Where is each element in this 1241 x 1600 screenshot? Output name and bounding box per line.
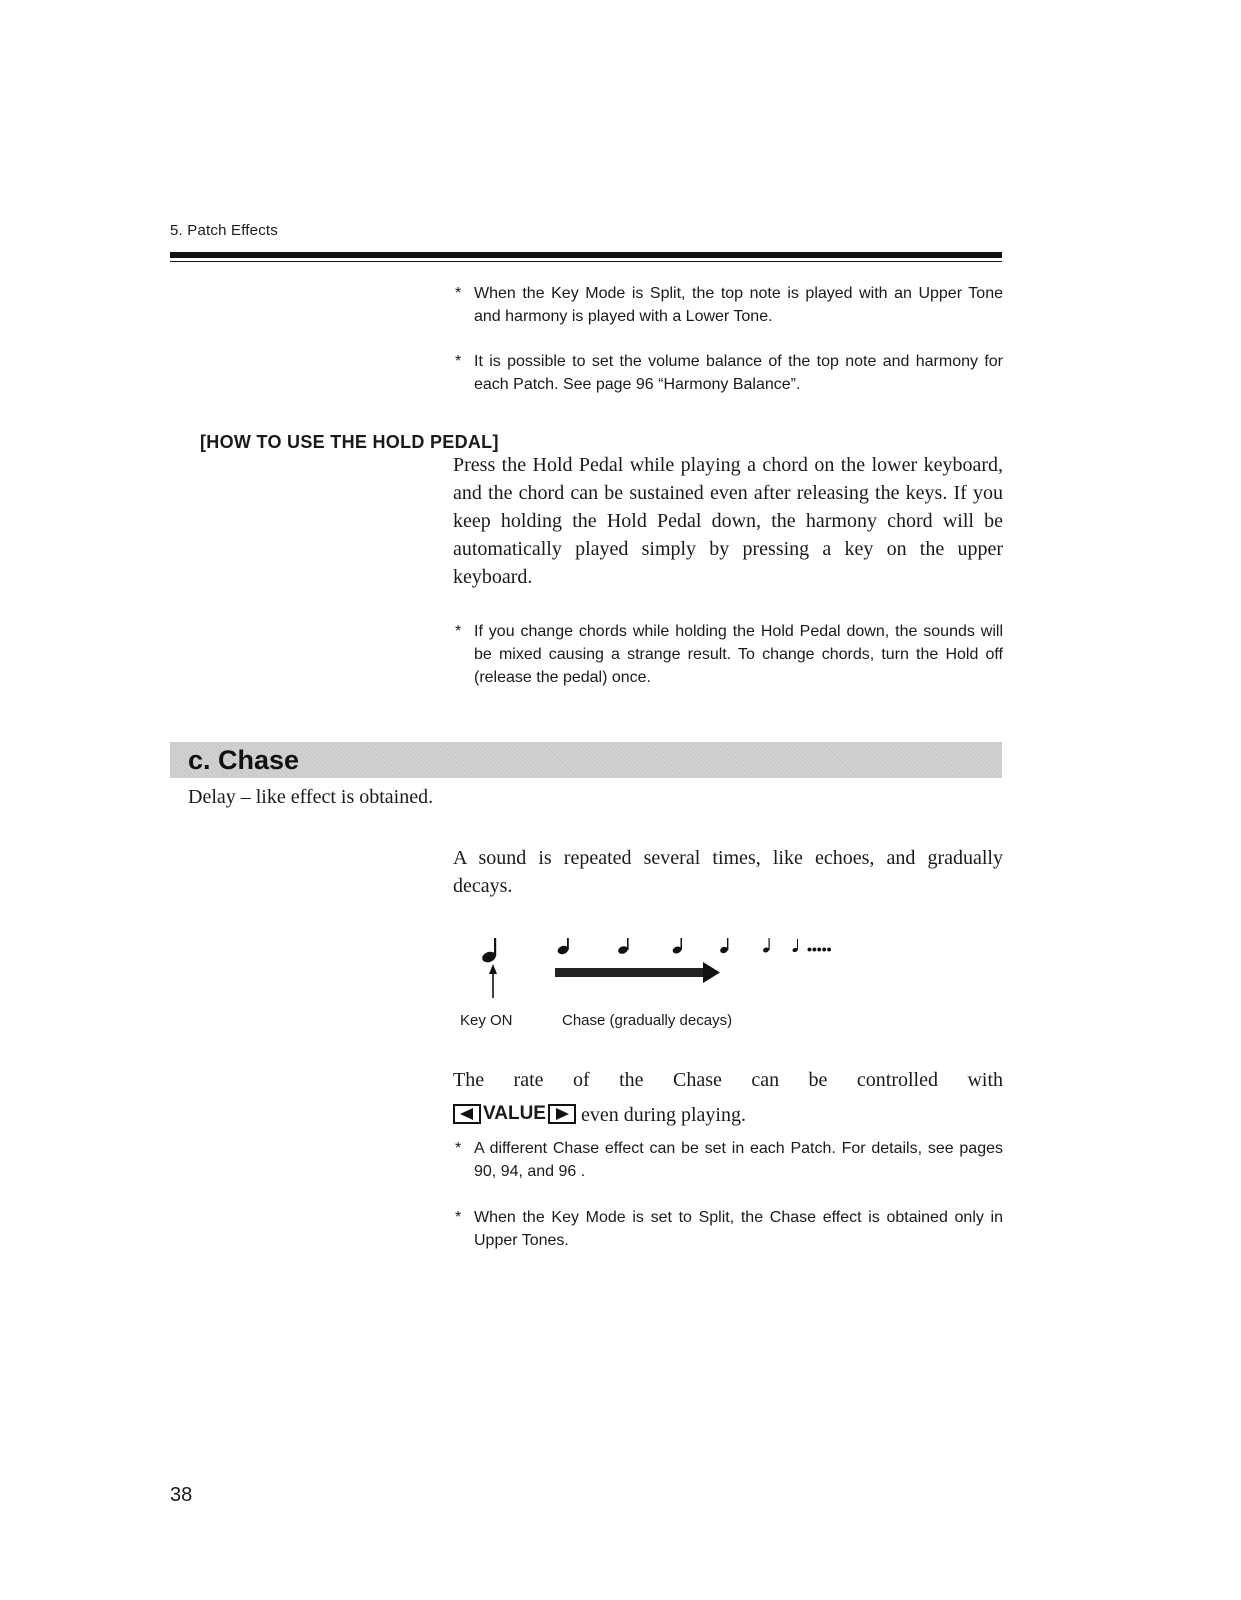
quarter-note-icon	[556, 938, 569, 956]
header-rule-thin	[170, 261, 1002, 262]
chase-section-bar	[170, 742, 1002, 778]
note-text: When the Key Mode is Split, the top note is played with an Upper Tone and harmony is played with a Lower Tone.	[474, 285, 1003, 325]
asterisk: *	[455, 353, 462, 370]
section-label: 5. Patch Effects	[170, 222, 278, 239]
rate-text-after: even during playing.	[580, 1104, 746, 1126]
key-on-label: Key ON	[460, 1012, 513, 1029]
value-line	[453, 1100, 1003, 1129]
note-chase-per-patch	[455, 1137, 1003, 1183]
asterisk: *	[455, 623, 462, 640]
hold-pedal-heading: [HOW TO USE THE HOLD PEDAL]	[200, 432, 499, 452]
asterisk: *	[455, 285, 462, 302]
hold-pedal-body: Press the Hold Pedal while playing a chord on the lower keyboard, and the chord can be sustained even after releasing the keys. If you keep holding the Hold Pedal down, the harmony chord will be automatically played simply by pressing a key on the upper keyboard.	[453, 454, 1003, 588]
value-control	[453, 1100, 576, 1128]
chase-section-title: c. Chase	[188, 745, 300, 775]
quarter-note-icon	[792, 939, 798, 953]
note-key-mode-split	[455, 282, 1003, 328]
rate-text: The rate of the Chase can be controlled with	[453, 1069, 1003, 1091]
chase-intro: Delay – like effect is obtained.	[188, 786, 434, 808]
value-label: VALUE	[483, 1103, 546, 1124]
quarter-note-icon	[672, 938, 683, 955]
quarter-note-icon	[481, 938, 498, 964]
arrow-up-icon	[489, 964, 497, 998]
chase-decay-label: Chase (gradually decays)	[562, 1012, 733, 1029]
asterisk: *	[455, 1140, 462, 1157]
asterisk: *	[455, 1209, 462, 1226]
note-chase-split	[455, 1206, 1003, 1252]
note-volume-balance	[455, 350, 1003, 396]
note-change-chords	[455, 620, 1003, 689]
note-text: If you change chords while holding the Hold Pedal down, the sounds will be mixed causing a strange result. To change chords, turn the Hold off (release the pedal) once.	[474, 623, 1003, 686]
chase-description: A sound is repeated several times, like echoes, and gradually decays.	[453, 847, 1003, 897]
right-arrow-key-icon	[548, 1104, 576, 1124]
note-text: A different Chase effect can be set in each Patch. For details, see pages 90, 94, and 96 .	[474, 1140, 1003, 1180]
decay-ellipsis: •••••	[807, 941, 832, 957]
quarter-note-icon	[719, 938, 729, 954]
quarter-note-icon	[617, 938, 629, 955]
page-number: 38	[170, 1484, 193, 1506]
note-text: When the Key Mode is set to Split, the Chase effect is obtained only in Upper Tones.	[474, 1209, 1003, 1249]
quarter-note-icon	[762, 938, 769, 953]
header-rule-thick	[170, 252, 1002, 258]
left-arrow-key-icon	[453, 1104, 481, 1124]
arrow-right-icon	[555, 962, 720, 983]
note-text: It is possible to set the volume balance of the top note and harmony for each Patch. See page 96 “Harmony Balance”.	[474, 353, 1003, 393]
